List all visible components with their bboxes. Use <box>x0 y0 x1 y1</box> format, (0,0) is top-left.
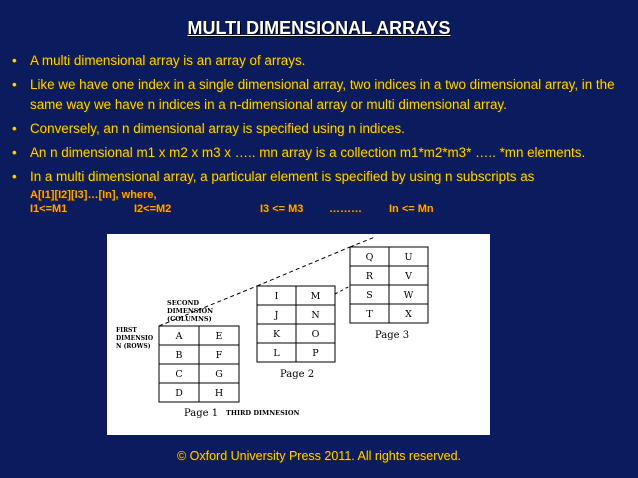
limit-i2: I2<=M2 <box>134 203 172 215</box>
array-cell-value: R <box>365 271 374 282</box>
array-diagram-svg <box>107 234 490 435</box>
array-cell-value: C <box>175 369 183 380</box>
array-cell-value: V <box>405 271 412 282</box>
bullet-item <box>12 75 634 115</box>
array-cell-value: N <box>311 310 320 321</box>
bullet-icon: • <box>12 77 17 92</box>
page-2-grid <box>257 286 335 362</box>
array-cell-value: O <box>311 329 320 340</box>
array-cell-value: I <box>274 291 279 302</box>
bullet-text: An n dimensional m1 x m2 x m3 x ….. mn array is a collection m1*m2*m3* ….. *mn elements. <box>30 145 586 160</box>
array-cell-value: X <box>405 309 412 320</box>
array-cell-value: J <box>274 310 279 321</box>
limit-i1: I1<=M1 <box>30 203 68 215</box>
bullet-text: In a multi dimensional array, a particular element is specified by using n subscripts as <box>30 169 535 184</box>
bullet-item <box>12 119 634 139</box>
array-cell-value: H <box>214 388 224 399</box>
third-dimension-label: THIRD DIMNESION <box>226 409 300 417</box>
slide-title: MULTI DIMENSIONAL ARRAYS <box>187 18 451 38</box>
array-cell-value: L <box>273 348 280 359</box>
copyright-footer: © Oxford University Press 2011. All rights reserved. <box>176 449 462 463</box>
perspective-line <box>350 237 375 247</box>
page-3-label: Page 3 <box>375 330 410 341</box>
page-1-label: Page 1 <box>184 408 219 419</box>
array-cell-value: P <box>312 348 319 359</box>
limit-in: In <= Mn <box>389 203 434 215</box>
page-1-grid <box>159 326 239 402</box>
array-cell-value: D <box>175 388 183 399</box>
array-cell-value: M <box>310 291 321 302</box>
bullet-text: A multi dimensional array is an array of arrays. <box>30 53 306 68</box>
first-dimension-label: FIRST <box>116 327 137 334</box>
bullet-icon: • <box>12 169 17 184</box>
limit-i3: I3 <= M3 <box>260 203 304 215</box>
array-cell-value: F <box>215 350 223 361</box>
bullet-icon: • <box>12 121 17 136</box>
array-diagram <box>107 234 490 435</box>
first-dimension-label: DIMENSIO <box>116 335 154 342</box>
perspective-line <box>335 286 350 294</box>
subscript-line: A[I1][I2][I3]…[In], where, <box>30 189 157 201</box>
bullet-item <box>12 143 634 163</box>
page-3-grid <box>350 247 428 323</box>
bullet-item <box>12 51 634 71</box>
array-cell-value: Q <box>365 252 374 263</box>
array-cell-value: A <box>175 331 183 342</box>
array-cell-value: B <box>175 350 183 361</box>
array-cell-value: S <box>366 290 373 301</box>
bullet-text: Like we have one index in a single dimensional array, two indices in a two dimensional array, in the same way we have n indices in a n-dimensional array or multi dimensional array. <box>30 77 615 112</box>
array-cell-value: G <box>215 369 223 380</box>
bullet-icon: • <box>12 145 17 160</box>
bullet-icon: • <box>12 53 17 68</box>
page-2-label: Page 2 <box>280 369 315 380</box>
second-dimension-label: (COLUMNS) <box>167 315 212 323</box>
second-dimension-label: SECOND <box>167 299 200 307</box>
limit-ellipsis: ……… <box>329 203 362 215</box>
bullet-item <box>12 167 634 203</box>
array-cell-value: W <box>403 290 414 301</box>
array-cell-value: T <box>366 309 373 320</box>
perspective-line <box>257 247 350 286</box>
array-cell-value: E <box>215 331 223 342</box>
bullet-list <box>12 51 634 203</box>
array-cell-value: U <box>404 252 413 263</box>
second-dimension-label: DIMENSION <box>167 307 214 315</box>
array-cell-value: K <box>272 329 281 340</box>
first-dimension-label: N (ROWS) <box>116 343 151 350</box>
bullet-text: Conversely, an n dimensional array is specified using n indices. <box>30 121 405 136</box>
